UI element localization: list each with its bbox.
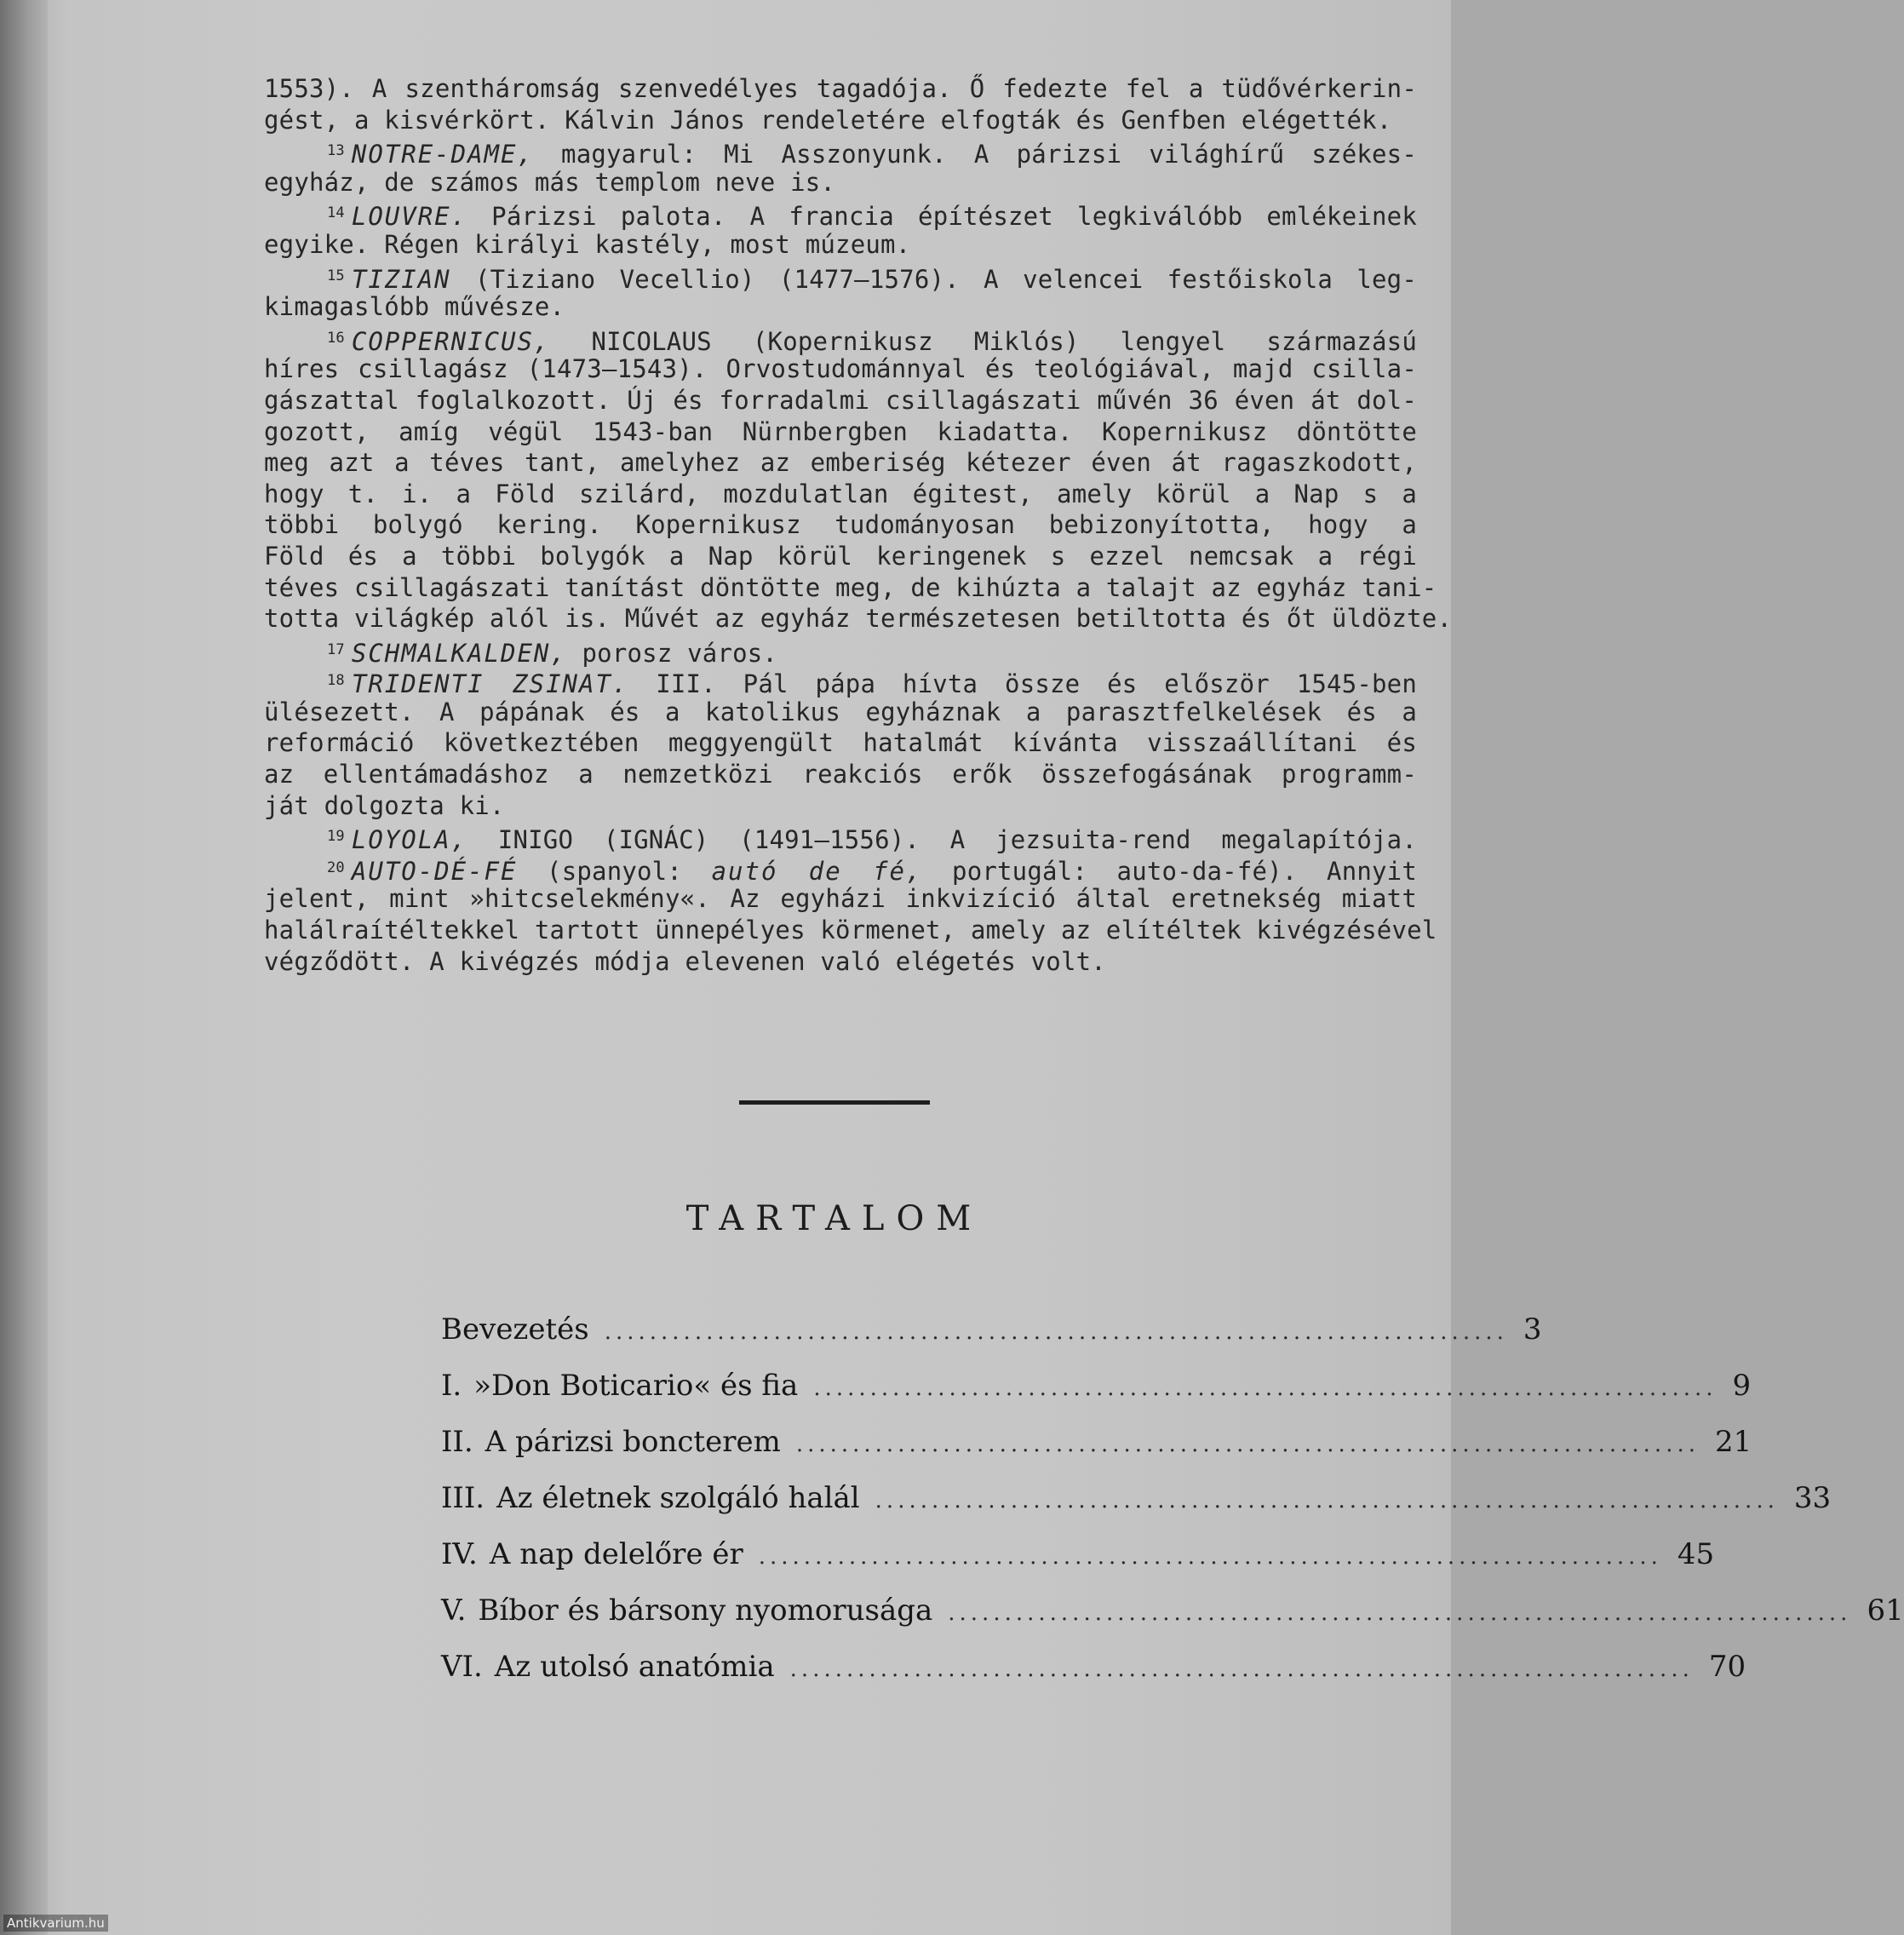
footnote-term: LOYOLA, [351, 825, 468, 855]
toc-leader-dots: ................................................................................ [604, 1319, 1508, 1345]
footnote-number: 14 [327, 204, 345, 222]
toc-entry [441, 1639, 1746, 1695]
toc-chapter-title: »Don Boticario« és fia [473, 1369, 799, 1403]
footnote-text: (Tiziano Vecellio) (1477—1576). A velencei festőiskola leg- [450, 264, 1417, 294]
footnote-term: NOTRE-DAME, [351, 140, 534, 169]
toc-chapter-number: VI. [441, 1650, 483, 1684]
footnote-text: III. Pál pápa hívta össze és először 1545-ben [628, 669, 1417, 699]
footnote-text: jelent, mint »hitcselekmény«. Az egyházi inkvizíció által eretnekség miatt [264, 884, 1417, 914]
footnote-text: kimagaslóbb művésze. [264, 292, 565, 322]
contents-heading: TARTALOM [685, 1199, 984, 1238]
footnote-text: 1553). A szentháromság szenvedélyes tagadója. Ő fedezte fel a tüdővérkerin- [264, 74, 1417, 103]
footnote-text: INIGO (IGNÁC) (1491—1556). A jezsuita-rend megalapítója. [467, 825, 1417, 855]
toc-page-number: 21 [1714, 1425, 1752, 1459]
toc-chapter-title: Az életnek szolgáló halál [496, 1481, 860, 1515]
footnote-number: 18 [327, 672, 345, 690]
footnote-number: 15 [327, 267, 345, 284]
footnote-text: gászattal foglalkozott. Új és forradalmi csillagászati művén 36 éven át dol- [264, 385, 1417, 415]
footnote-line [264, 946, 1417, 978]
footnote-line [264, 697, 1417, 728]
footnote-term: autó de fé, [711, 856, 923, 886]
footnote-term: LOUVRE. [351, 202, 468, 232]
footnotes-block [264, 73, 1453, 977]
footnote-line [264, 853, 1417, 884]
footnote-line [264, 509, 1417, 541]
toc-chapter-title: Az utolsó anatómia [494, 1650, 775, 1684]
footnote-term: AUTO-DÉ-FÉ [351, 856, 518, 886]
footnote-line [264, 385, 1417, 416]
footnote-line [264, 291, 1417, 323]
footnote-text: gozott, amíg végül 1543-ban Nürnbergben kiadatta. Kopernikusz döntötte [264, 416, 1417, 446]
footnote-term: TRIDENTI ZSINAT. [351, 669, 629, 699]
footnote-line [264, 198, 1417, 232]
footnote-text: Föld és a többi bolygók a Nap körül keringenek s ezzel nemcsak a régi [264, 541, 1417, 571]
footnote-text: egyike. Régen királyi kastély, most múzeum. [264, 229, 911, 259]
footnote-text: halálraítéltekkel tartott ünnepélyes körmenet, amely az elítéltek kivégzésével [264, 916, 1437, 945]
footnote-line [264, 883, 1417, 915]
toc-page-number: 3 [1523, 1312, 1542, 1346]
footnote-text: többi bolygó kering. Kopernikusz tudományosan bebizonyította, hogy a [264, 510, 1417, 540]
footnote-text: téves csillagászati tanítást döntötte meg, de kihúzta a talajt az egyház tani- [264, 572, 1437, 602]
footnote-text: Párizsi palota. A francia építészet legkiválóbb emlékeinek [467, 202, 1417, 232]
footnote-line [264, 759, 1417, 790]
footnote-text: ját dolgozta ki. [264, 790, 505, 820]
toc-leader-dots: ................................................................................ [875, 1488, 1779, 1513]
toc-chapter-number: II. [441, 1425, 473, 1459]
footnote-text: meg azt a téves tant, amelyhez az emberiség kétezer éven át ragaszkodott, [264, 448, 1417, 478]
footnote-line [264, 353, 1417, 385]
footnote-text: egyház, de számos más templom neve is. [264, 167, 836, 197]
footnote-text: híres csillagász (1473—1543). Orvostudománnyal és teológiával, majd csilla- [264, 354, 1417, 384]
toc-page-number: 45 [1677, 1537, 1715, 1571]
toc-chapter-title: A párizsi boncterem [485, 1425, 781, 1459]
toc-chapter-number: V. [441, 1593, 467, 1628]
footnote-term: TIZIAN [351, 264, 451, 294]
footnote-number: 20 [327, 858, 345, 876]
footnote-text: magyarul: Mi Asszonyunk. A párizsi világhírű székes- [533, 140, 1417, 169]
toc-entry [441, 1582, 1904, 1639]
footnote-line [264, 167, 1417, 198]
footnote-term: SCHMALKALDEN, [351, 638, 567, 668]
pencil-marks [85, 1039, 96, 1094]
toc-leader-dots: ................................................................................ [948, 1600, 1852, 1626]
footnote-line [264, 665, 1417, 697]
toc-chapter-title: Bíbor és bársony nyomorusága [478, 1593, 933, 1628]
toc-page-number: 61 [1867, 1593, 1904, 1628]
toc-page-number: 70 [1708, 1650, 1746, 1684]
toc-chapter-title: Bevezetés [441, 1312, 589, 1346]
footnote-line [264, 572, 1437, 604]
page-binding-edge [0, 0, 48, 1935]
footnote-line [264, 323, 1417, 354]
footnote-line [264, 105, 1417, 136]
footnote-line [264, 261, 1417, 292]
footnote-number: 17 [327, 640, 345, 658]
footnote-text: reformáció következtében meggyengült hatalmát kívánta visszaállítani és [264, 728, 1417, 758]
toc-chapter-number: III. [441, 1481, 485, 1515]
footnote-line [264, 73, 1417, 105]
watermark: Antikvarium.hu [3, 1915, 108, 1932]
footnote-line [264, 447, 1417, 479]
toc-leader-dots: ................................................................................ [789, 1657, 1694, 1682]
footnote-text: portugál: auto-da-fé). Annyit [922, 856, 1417, 886]
footnote-text: porosz város. [566, 638, 778, 668]
footnote-line [264, 727, 1417, 759]
toc-chapter-number: I. [441, 1369, 462, 1403]
toc-entry [441, 1414, 1752, 1470]
footnote-line [264, 915, 1437, 946]
footnote-text: totta világkép alól is. Művét az egyház természetesen betiltotta és őt üldözte. [264, 604, 1453, 634]
footnote-line [264, 135, 1417, 167]
footnote-line [264, 479, 1417, 510]
footnote-line [264, 634, 1417, 666]
footnote-line [264, 821, 1417, 853]
table-of-contents [441, 1301, 1904, 1695]
footnote-text: gést, a kisvérkört. Kálvin János rendeletére elfogták és Genfben elégették. [264, 105, 1392, 135]
footnote-text: ülésezett. A pápának és a katolikus egyháznak a parasztfelkelések és a [264, 697, 1417, 726]
footnote-line [264, 416, 1417, 448]
toc-entry [441, 1301, 1542, 1358]
toc-chapter-title: A nap delelőre ér [489, 1537, 743, 1571]
footnote-line [264, 603, 1453, 634]
footnote-number: 13 [327, 142, 345, 160]
footnote-line [264, 229, 1417, 261]
footnote-number: 19 [327, 828, 345, 846]
footnote-text: NICOLAUS (Kopernikusz Miklós) lengyel származású [550, 326, 1417, 356]
footnote-text: az ellentámadáshoz a nemzetközi reakciós erők összefogásának programm- [264, 760, 1417, 790]
toc-leader-dots: ................................................................................ [813, 1375, 1718, 1401]
footnote-line [264, 541, 1417, 572]
toc-page-number: 9 [1732, 1369, 1752, 1403]
toc-page-number: 33 [1793, 1481, 1832, 1515]
footnote-text: hogy t. i. a Föld szilárd, mozdulatlan égitest, amely körül a Nap s a [264, 479, 1417, 508]
section-divider [739, 1100, 930, 1105]
toc-chapter-number: IV. [441, 1537, 478, 1571]
toc-entry [441, 1358, 1752, 1414]
toc-entry [441, 1526, 1715, 1582]
footnote-number: 16 [327, 329, 345, 347]
footnote-line [264, 790, 1417, 822]
footnote-term: COPPERNICUS, [351, 326, 551, 356]
footnote-text: (spanyol: [517, 856, 712, 886]
toc-leader-dots: ................................................................................ [758, 1544, 1662, 1570]
toc-entry [441, 1470, 1832, 1526]
footnote-text: végződött. A kivégzés módja elevenen való elégetés volt. [264, 946, 1106, 976]
toc-leader-dots: ................................................................................ [795, 1432, 1700, 1457]
